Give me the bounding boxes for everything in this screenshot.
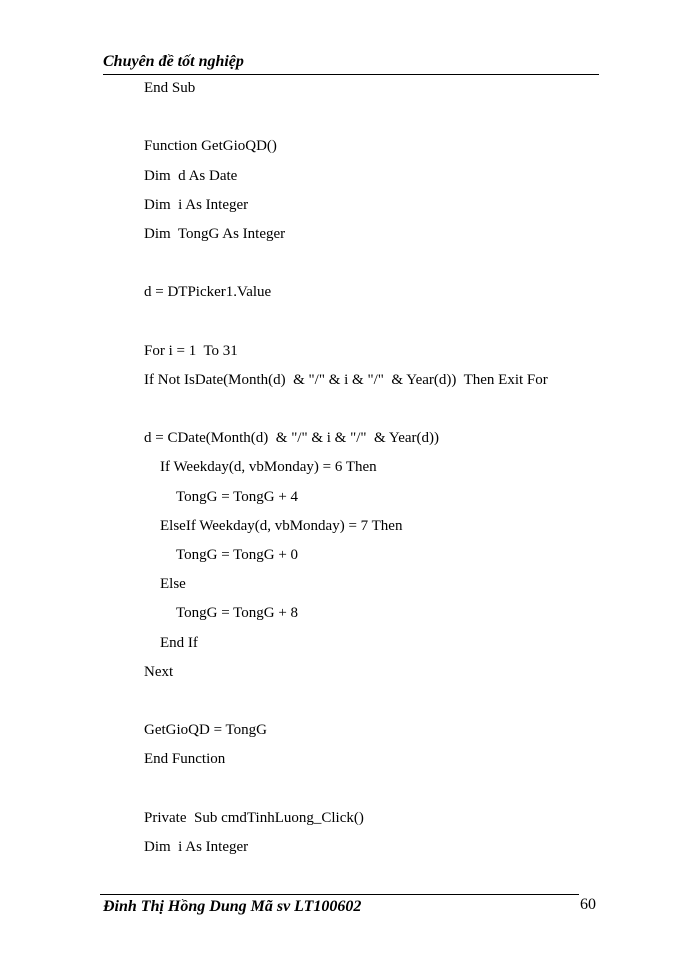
code-line: End Function	[144, 751, 226, 768]
code-line: End If	[160, 634, 198, 651]
code-line: Else	[160, 576, 186, 593]
code-line: TongG = TongG + 8	[176, 605, 299, 622]
page-header	[103, 52, 599, 75]
code-line: d = DTPicker1.Value	[144, 284, 272, 301]
code-line: Function GetGioQD()	[144, 138, 277, 155]
code-line: ElseIf Weekday(d, vbMonday) = 7 Then	[160, 517, 403, 534]
code-line: If Not IsDate(Month(d) & "/" & i & "/" & Year(d)) Then Exit For	[144, 371, 548, 388]
code-line: If Weekday(d, vbMonday) = 6 Then	[160, 459, 377, 476]
code-line: Next	[144, 663, 174, 680]
code-line: Private Sub cmdTinhLuong_Click()	[144, 809, 364, 826]
footer-author: Đinh Thị Hồng Dung Mã sv LT100602	[103, 898, 362, 915]
blank-line	[144, 687, 644, 716]
code-line: For i = 1 To 31	[144, 342, 238, 359]
code-line: Dim d As Date	[144, 167, 238, 184]
blank-line	[144, 249, 644, 278]
page-number: 60	[580, 896, 596, 913]
code-line: GetGioQD = TongG	[144, 722, 267, 739]
code-line: Dim i As Integer	[144, 196, 249, 213]
header-title: Chuyên đề tốt nghiệp	[103, 53, 244, 70]
footer-divider	[100, 894, 579, 895]
code-line: TongG = TongG + 0	[176, 547, 299, 563]
blank-line	[144, 308, 644, 337]
code-line: Dim TongG As Integer	[144, 225, 286, 242]
code-line: End Sub	[144, 80, 196, 96]
code-line: TongG = TongG + 4	[176, 488, 299, 505]
blank-line	[144, 103, 644, 132]
blank-line	[144, 395, 644, 424]
blank-line	[144, 775, 644, 804]
code-listing	[144, 74, 644, 862]
code-line: Dim i As Integer	[144, 838, 249, 855]
code-line: d = CDate(Month(d) & "/" & i & "/" & Year(d))	[144, 430, 440, 447]
